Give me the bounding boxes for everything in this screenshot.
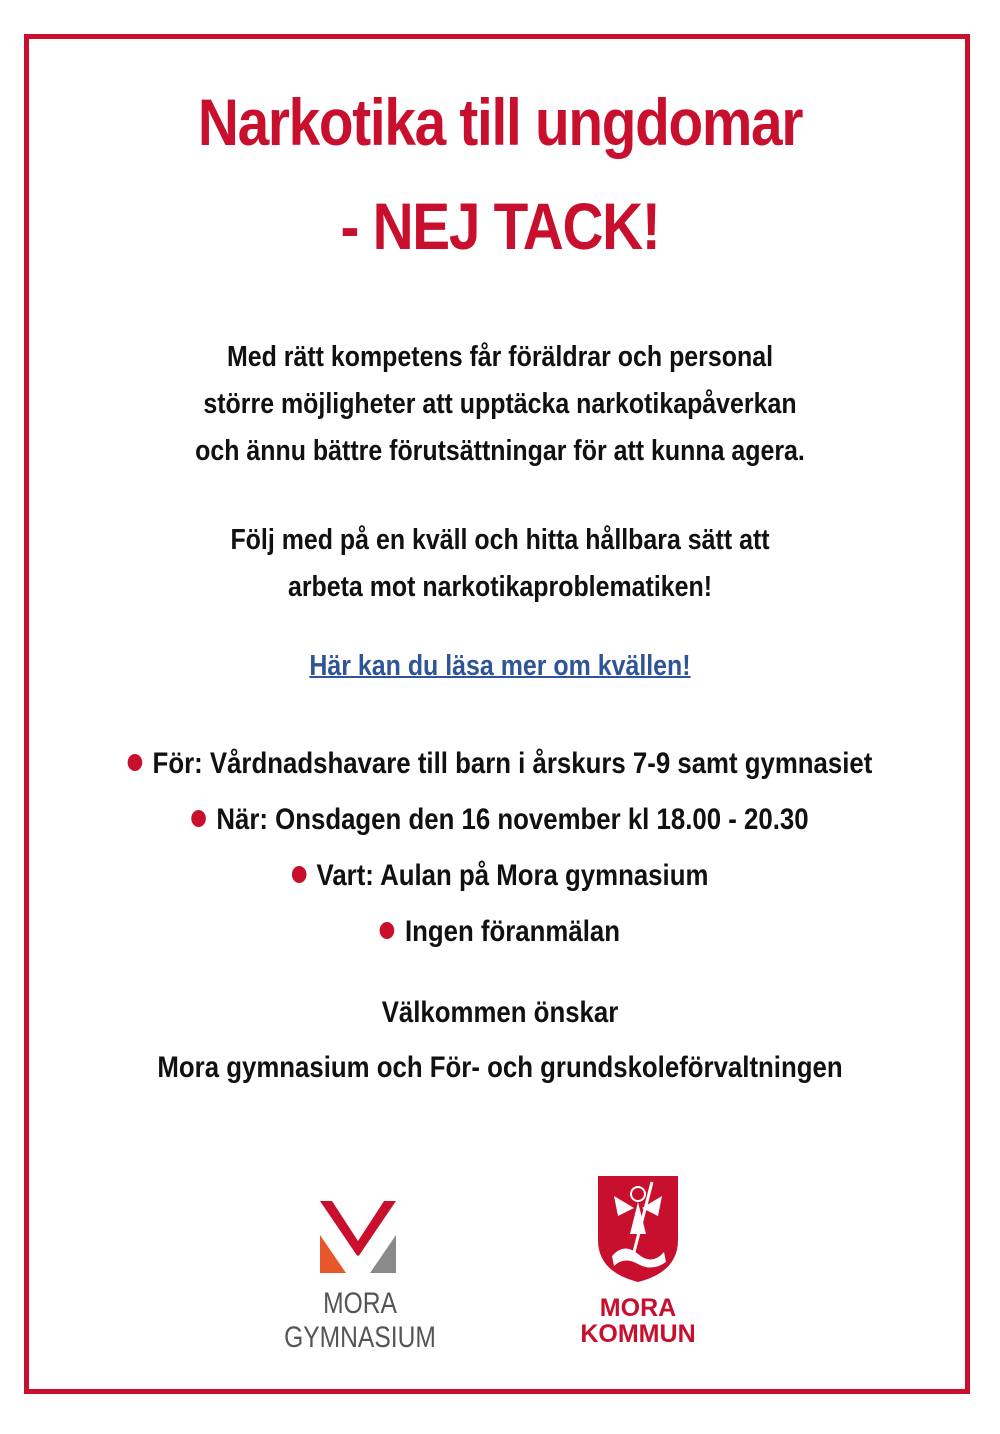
closing-line-2: Mora gymnasium och För- och grundskoleförvaltningen — [157, 1051, 843, 1084]
more-info-link-wrap — [70, 650, 930, 683]
detail-where: Vart: Aulan på Mora gymnasium — [70, 848, 930, 904]
mora-gymnasium-logo — [240, 1195, 480, 1354]
intro-paragraph — [70, 334, 930, 475]
closing-line-1: Välkommen önskar — [381, 996, 619, 1029]
mora-kommun-logo — [568, 1172, 708, 1352]
intro-line-2: större möjligheter att upptäcka narkotikapåverkan — [203, 388, 797, 420]
bullet-dot-icon — [380, 922, 395, 939]
invite-paragraph — [70, 517, 930, 611]
kommun-logo-text-2: KOMMUN — [580, 1320, 696, 1348]
gymnasium-logo-text: MORA GYMNASIUM — [284, 1287, 436, 1354]
bullet-dot-icon — [191, 810, 206, 827]
more-info-link[interactable]: Här kan du läsa mer om kvällen! — [309, 650, 691, 682]
invite-line-2: arbeta mot narkotikaproblematiken! — [287, 571, 713, 603]
bullet-dot-icon — [128, 754, 143, 771]
title-line-1: Narkotika till ungdomar — [197, 85, 803, 159]
intro-line-1: Med rätt kompetens får föräldrar och personal — [226, 341, 774, 373]
gymnasium-m-icon — [318, 1195, 398, 1275]
detail-when: När: Onsdagen den 16 november kl 18.00 - 20.30 — [70, 792, 930, 848]
title-line-2: - NEJ TACK! — [340, 189, 660, 263]
event-details-list — [0, 736, 1000, 960]
detail-for: För: Vårdnadshavare till barn i årskurs 7-9 samt gymnasiet — [70, 736, 930, 792]
detail-registration: Ingen föranmälan — [70, 904, 930, 960]
kommun-coat-of-arms-icon — [594, 1172, 682, 1284]
bullet-dot-icon — [292, 866, 307, 883]
intro-line-3: och ännu bättre förutsättningar för att kunna agera. — [195, 435, 805, 467]
kommun-logo-text-1: MORA — [599, 1294, 677, 1322]
invite-line-1: Följ med på en kväll och hitta hållbara sätt att — [230, 524, 770, 556]
